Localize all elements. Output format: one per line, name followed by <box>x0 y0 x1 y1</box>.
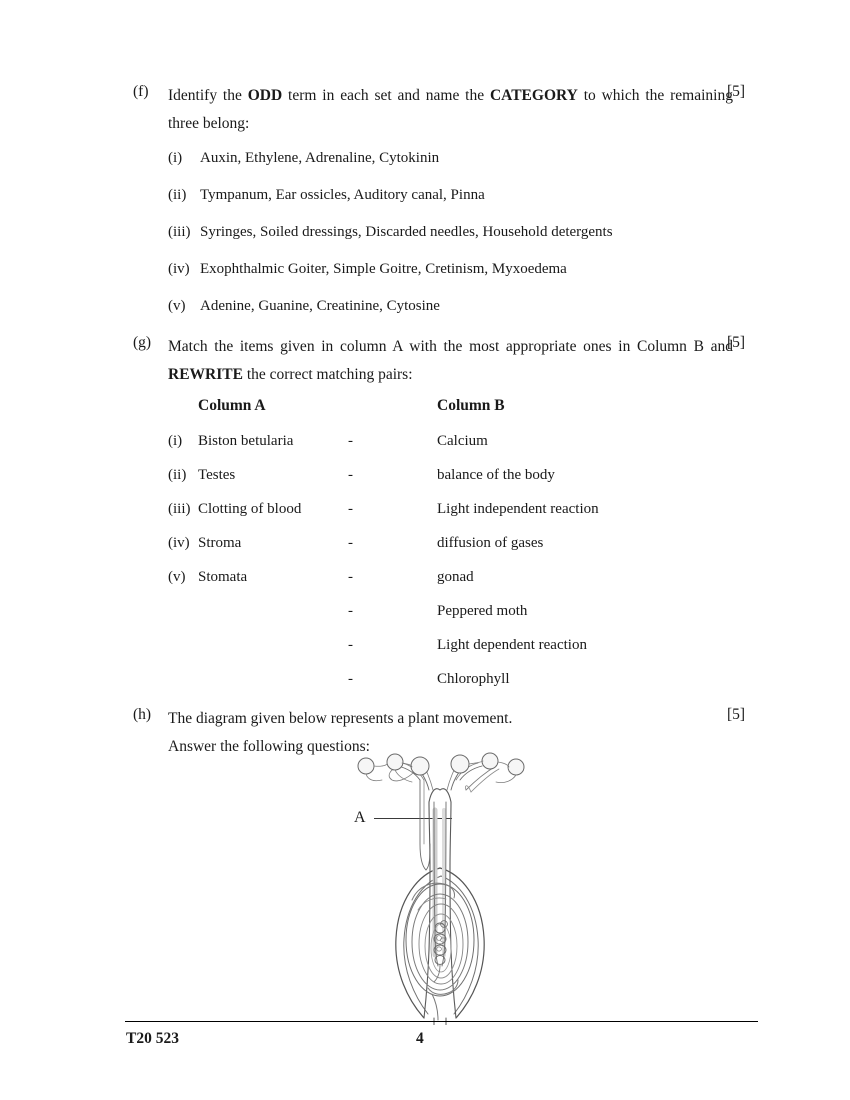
table-cell-dash: - <box>348 637 353 653</box>
list-item-numeral: (ii) <box>168 187 187 203</box>
question-g <box>133 333 758 389</box>
column-b-header: Column B <box>437 397 505 414</box>
question-f-stem-part1: Identify the <box>168 87 248 104</box>
question-g-marks: [5] <box>727 334 746 351</box>
table-cell-dash: - <box>348 671 353 687</box>
list-item-text: Auxin, Ethylene, Adrenaline, Cytokinin <box>200 150 440 166</box>
figure-label-a: A <box>354 809 366 826</box>
list-item-numeral: (v) <box>168 298 186 314</box>
plant-movement-diagram <box>340 750 540 1025</box>
list-item-text: Exophthalmic Goiter, Simple Goitre, Cretinism, Myxoedema <box>200 261 567 277</box>
table-cell-column-a: Biston betularia <box>198 433 294 449</box>
table-row <box>168 465 728 499</box>
table-row <box>168 567 728 601</box>
table-row <box>168 533 728 567</box>
table-cell-column-b: diffusion of gases <box>437 535 544 551</box>
table-cell-column-a: Stomata <box>198 569 248 585</box>
question-g-stem <box>168 333 733 389</box>
table-cell-dash: - <box>348 433 353 449</box>
table-row <box>168 431 728 465</box>
table-cell-dash: - <box>348 467 353 483</box>
table-cell-column-b: Calcium <box>437 433 488 449</box>
table-cell-column-b: Light independent reaction <box>437 501 599 517</box>
footer-paper-code: T20 523 <box>126 1030 179 1047</box>
table-row <box>168 635 728 669</box>
table-cell-column-a: Clotting of blood <box>198 501 302 517</box>
matching-table <box>168 431 728 703</box>
table-cell-dash: - <box>348 569 353 585</box>
table-cell-column-b: Chlorophyll <box>437 671 510 687</box>
table-cell-column-b: Peppered moth <box>437 603 528 619</box>
question-g-stem-part1: Match the items given in column A with the most appropriate ones in Column B and <box>168 338 733 355</box>
question-f-odd-bold: ODD <box>247 87 283 104</box>
list-item-text: Syringes, Soiled dressings, Discarded needles, Household detergents <box>200 224 613 240</box>
question-f-marks: [5] <box>727 83 746 100</box>
list-item-text: Adenine, Guanine, Creatinine, Cytosine <box>200 298 440 314</box>
pollen-tube-ovary-svg <box>340 750 540 1025</box>
table-cell-column-b: balance of the body <box>437 467 555 483</box>
question-h-line2: Answer the following questions: <box>168 738 370 755</box>
table-cell-column-a: Stroma <box>198 535 242 551</box>
question-h-marks: [5] <box>727 706 746 723</box>
table-cell-column-b: Light dependent reaction <box>437 637 587 653</box>
table-cell-dash: - <box>348 603 353 619</box>
list-item-numeral: (iv) <box>168 261 190 277</box>
footer-page-number: 4 <box>416 1030 424 1047</box>
table-row <box>168 669 728 703</box>
question-g-rewrite-bold: REWRITE <box>168 366 243 383</box>
question-f-stem-part2: term in each set and name the <box>282 87 490 104</box>
table-row-numeral: (iv) <box>168 535 190 551</box>
column-a-header: Column A <box>198 397 266 414</box>
question-f-label: (f) <box>133 83 149 100</box>
table-cell-column-b: gonad <box>437 569 474 585</box>
question-f-stem <box>168 82 733 138</box>
table-row-numeral: (ii) <box>168 467 187 483</box>
table-cell-dash: - <box>348 501 353 517</box>
table-cell-column-a: Testes <box>198 467 236 483</box>
table-row-numeral: (iii) <box>168 501 191 517</box>
table-row-numeral: (v) <box>168 569 186 585</box>
list-item-numeral: (iii) <box>168 224 191 240</box>
table-cell-dash: - <box>348 535 353 551</box>
question-f-stem-part3: to which the remaining three belong: <box>168 87 733 132</box>
list-item-text: Tympanum, Ear ossicles, Auditory canal, Pinna <box>200 187 485 203</box>
question-g-stem-part2: the correct matching pairs: <box>242 366 413 383</box>
table-row <box>168 601 728 635</box>
table-row-numeral: (i) <box>168 433 183 449</box>
list-item-numeral: (i) <box>168 150 183 166</box>
question-f <box>133 82 758 138</box>
table-row <box>168 499 728 533</box>
question-h-label: (h) <box>133 706 152 723</box>
question-h-line1: The diagram given below represents a plant movement. <box>168 710 513 727</box>
question-g-label: (g) <box>133 334 152 351</box>
footer-divider <box>125 1021 758 1022</box>
question-f-category-bold: CATEGORY <box>489 87 578 104</box>
